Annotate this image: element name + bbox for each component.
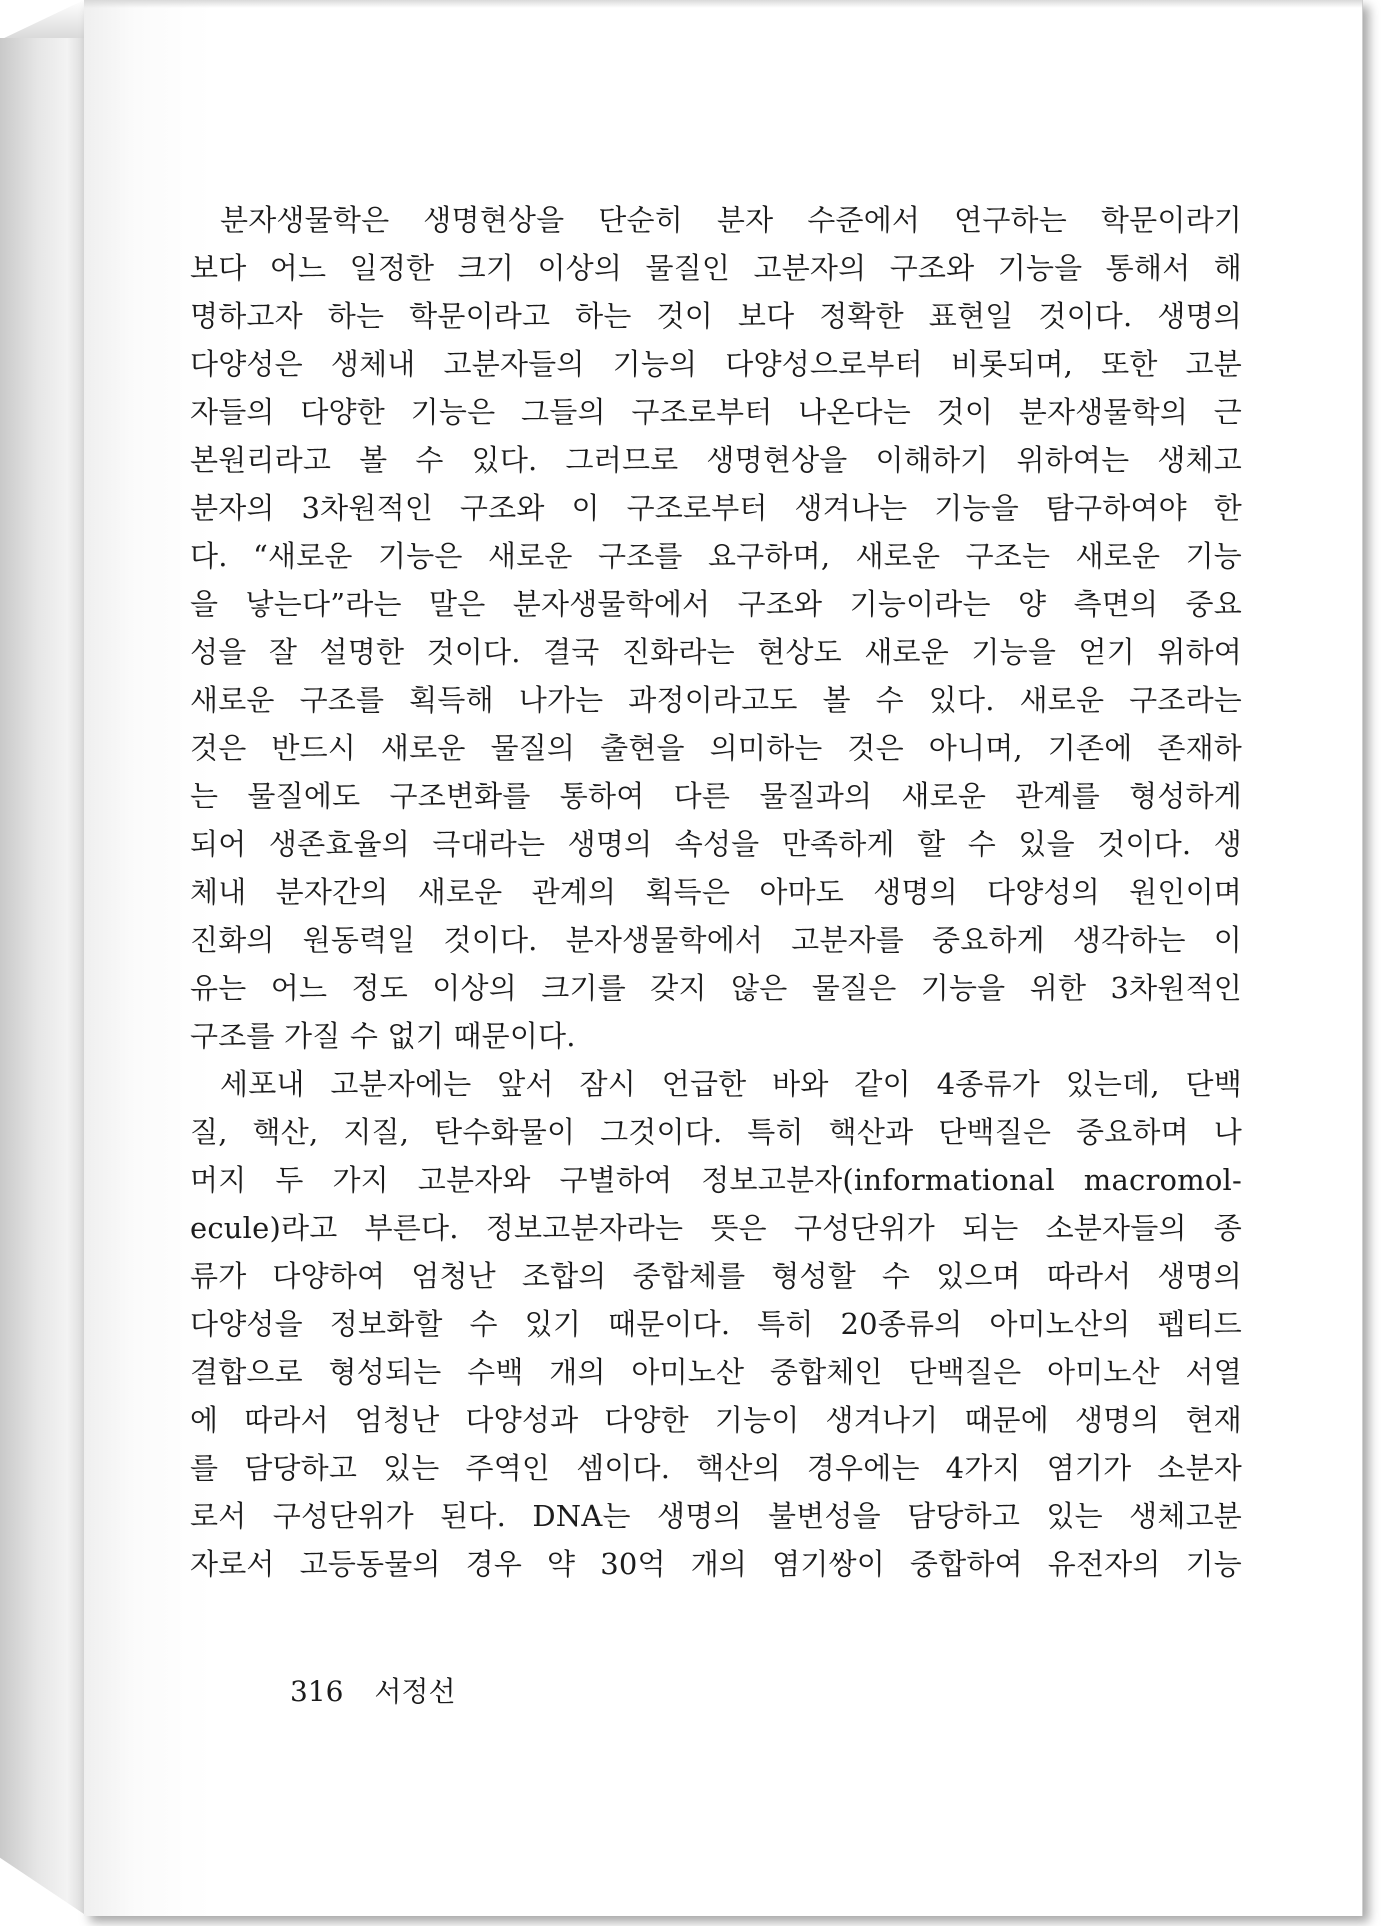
text-line: 다. “새로운 기능은 새로운 구조를 요구하며, 새로운 구조는 새로운 기능 [190, 539, 1242, 573]
text-line: 되어 생존효율의 극대라는 생명의 속성을 만족하게 할 수 있을 것이다. 생 [190, 827, 1242, 861]
text-line: 로서 구성단위가 된다. DNA는 생명의 불변성을 담당하고 있는 생체고분 [190, 1499, 1242, 1533]
text-line: 세포내 고분자에는 앞서 잠시 언급한 바와 같이 4종류가 있는데, 단백 [220, 1067, 1242, 1101]
text-line: 에 따라서 엄청난 다양성과 다양한 기능이 생겨나기 때문에 생명의 현재 [190, 1403, 1242, 1437]
text-line: 것은 반드시 새로운 물질의 출현을 의미하는 것은 아니며, 기존에 존재하 [190, 731, 1242, 765]
text-line: 류가 다양하여 엄청난 조합의 중합체를 형성할 수 있으며 따라서 생명의 [190, 1259, 1242, 1293]
text-line: 보다 어느 일정한 크기 이상의 물질인 고분자의 구조와 기능을 통해서 해 [190, 251, 1242, 285]
text-line: 머지 두 가지 고분자와 구별하여 정보고분자(informational macromol- [190, 1163, 1242, 1197]
text-line: 구조를 가질 수 없기 때문이다. [190, 1019, 576, 1053]
text-line: 체내 분자간의 새로운 관계의 획득은 아마도 생명의 다양성의 원인이며 [190, 875, 1242, 909]
page-top-shadow [84, 0, 1362, 8]
text-line: 분자생물학은 생명현상을 단순히 분자 수준에서 연구하는 학문이라기 [220, 203, 1242, 237]
text-line: 질, 핵산, 지질, 탄수화물이 그것이다. 특히 핵산과 단백질은 중요하며 나 [190, 1115, 1242, 1149]
text-line: 다양성은 생체내 고분자들의 기능의 다양성으로부터 비롯되며, 또한 고분 [190, 347, 1242, 381]
text-line: 를 담당하고 있는 주역인 셈이다. 핵산의 경우에는 4가지 염기가 소분자 [190, 1451, 1242, 1485]
running-author: 서정선 [374, 1675, 456, 1708]
paragraph-2 [190, 1060, 1242, 1588]
text-line: ecule)라고 부른다. 정보고분자라는 뜻은 구성단위가 되는 소분자들의 종 [190, 1211, 1242, 1245]
page-number: 316 [290, 1675, 344, 1708]
text-line: 을 낳는다”라는 말은 분자생물학에서 구조와 기능이라는 양 측면의 중요 [190, 587, 1242, 621]
text-line: 분자의 3차원적인 구조와 이 구조로부터 생겨나는 기능을 탐구하여야 한 [190, 491, 1242, 525]
text-line: 결합으로 형성되는 수백 개의 아미노산 중합체인 단백질은 아미노산 서열 [190, 1355, 1242, 1389]
text-line: 명하고자 하는 학문이라고 하는 것이 보다 정확한 표현일 것이다. 생명의 [190, 299, 1242, 333]
book-edge-top [0, 0, 84, 40]
text-line: 새로운 구조를 획득해 나가는 과정이라고도 볼 수 있다. 새로운 구조라는 [190, 683, 1242, 717]
text-line: 자들의 다양한 기능은 그들의 구조로부터 나온다는 것이 분자생물학의 근 [190, 395, 1242, 429]
page-footer [290, 1670, 456, 1710]
body-text [190, 196, 1242, 1588]
text-line: 성을 잘 설명한 것이다. 결국 진화라는 현상도 새로운 기능을 얻기 위하여 [190, 635, 1242, 669]
text-line: 다양성을 정보화할 수 있기 때문이다. 특히 20종류의 아미노산의 펩티드 [190, 1307, 1242, 1341]
text-line: 자로서 고등동물의 경우 약 30억 개의 염기쌍이 중합하여 유전자의 기능 [190, 1547, 1242, 1581]
text-line: 진화의 원동력일 것이다. 분자생물학에서 고분자를 중요하게 생각하는 이 [190, 923, 1242, 957]
book-edge [0, 38, 84, 1914]
paragraph-1 [190, 196, 1242, 1060]
text-line: 본원리라고 볼 수 있다. 그러므로 생명현상을 이해하기 위하여는 생체고 [190, 443, 1242, 477]
text-line: 는 물질에도 구조변화를 통하여 다른 물질과의 새로운 관계를 형성하게 [190, 779, 1242, 813]
text-line: 유는 어느 정도 이상의 크기를 갖지 않은 물질은 기능을 위한 3차원적인 [190, 971, 1242, 1005]
